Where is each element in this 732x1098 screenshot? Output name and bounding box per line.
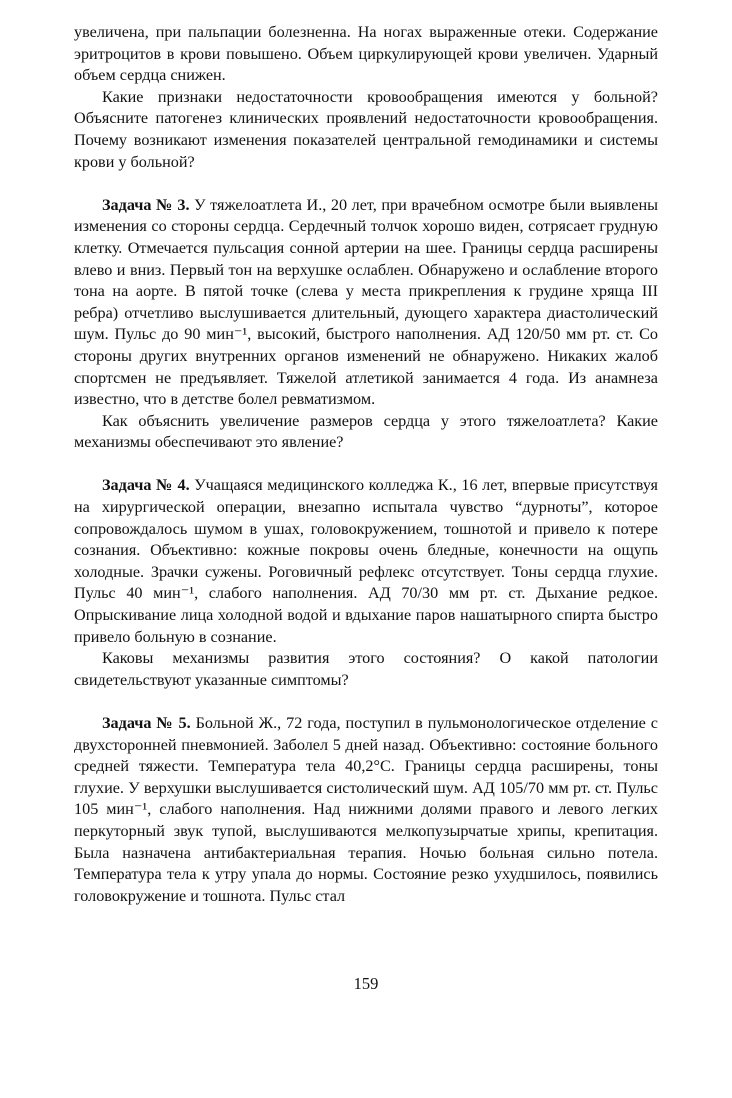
task-4-title: Задача № 4. xyxy=(102,476,190,495)
task-3-body xyxy=(74,195,658,411)
page-text xyxy=(74,22,658,907)
task-4-body xyxy=(74,475,658,648)
task-5-title: Задача № 5. xyxy=(102,714,191,732)
task-3-text: У тяжелоатлета И., 20 лет, при врачебном осмотре были выявлены изменения со стороны сердца. Сердечный толчок хорошо виден, сотрясает грудную клетку. Отмечается пульсация сонной артерии на шее. Границы сердца расширены влево и вниз. Первый тон на верхушке ослаблен. Обнаружено и ослабление второго тона на аорте. В пятой точке (слева у места прикрепления к грудине хряща III ребра) отчетливо выслушивается длительный, дующего характера диастолический шум. Пульс до 90 мин⁻¹, высокий, быстрого наполнения. АД 120/50 мм рт. ст. Со стороны других внутренних органов изменений не обнаружено. Никаких жалоб спортсмен не предъявляет. Тяжелой атлетикой занимается 4 года. Из анамнеза известно, что в детстве болел ревматизмом. xyxy=(74,195,658,409)
task-5-body xyxy=(74,713,658,907)
task-4 xyxy=(74,475,658,691)
task-3 xyxy=(74,195,658,454)
task-3-title: Задача № 3. xyxy=(102,195,190,214)
continuation-paragraph: увеличена, при пальпации болезненна. На ногах выраженные отеки. Содержание эритроцитов в крови повышено. Объем циркулирующей крови увеличен. Ударный объем сердца снижен. xyxy=(74,23,658,85)
task-5 xyxy=(74,713,658,907)
task-4-question: Каковы механизмы развития этого состояния? О какой патологии свидетельствуют указанные симптомы? xyxy=(74,649,658,689)
continuation-question: Какие признаки недостаточности кровообращения имеются у больной? Объясните патогенез клинических проявлений недостаточности кровообращения. Почему возникают изменения показателей центральной гемодинамики и системы крови у больной? xyxy=(74,87,658,171)
task-5-text: Больной Ж., 72 года, поступил в пульмонологическое отделение с двухсторонней пневмонией. Заболел 5 дней назад. Объективно: состояние больного средней тяжести. Температура тела 40,2°С. Границы сердца расширены, тоны глухие. У верхушки выслушивается систолический шум. АД 105/70 мм рт. ст. Пульс 105 мин⁻¹, слабого наполнения. Над нижними долями правого и левого легких перкуторный звук тупой, выслушиваются мелкопузырчатые хрипы, крепитация. Была назначена антибактериальная терапия. Ночью больная сильно потела. Температура тела к утру упала до нормы. Состояние резко ухудшилось, появились головокружение и тошнота. Пульс стал xyxy=(74,714,658,905)
task-4-text: Учащаяся медицинского колледжа К., 16 лет, впервые присутствуя на хирургической операции, внезапно испытала чувство “дурноты”, которое сопровождалось шумом в ушах, головокружением, тошнотой и привело к потере сознания. Объективно: кожные покровы очень бледные, конечности на ощупь холодные. Зрачки сужены. Роговичный рефлекс отсутствует. Тоны сердца глухие. Пульс 40 мин⁻¹, слабого наполнения. АД 70/30 мм рт. ст. Дыхание редкое. Опрыскивание лица холодной водой и вдыхание паров нашатырного спирта быстро привело больную в сознание. xyxy=(74,476,658,646)
page-number: 159 xyxy=(353,974,379,993)
task-3-question: Как объяснить увеличение размеров сердца у этого тяжелоатлета? Какие механизмы обеспечивают это явление? xyxy=(74,411,658,452)
